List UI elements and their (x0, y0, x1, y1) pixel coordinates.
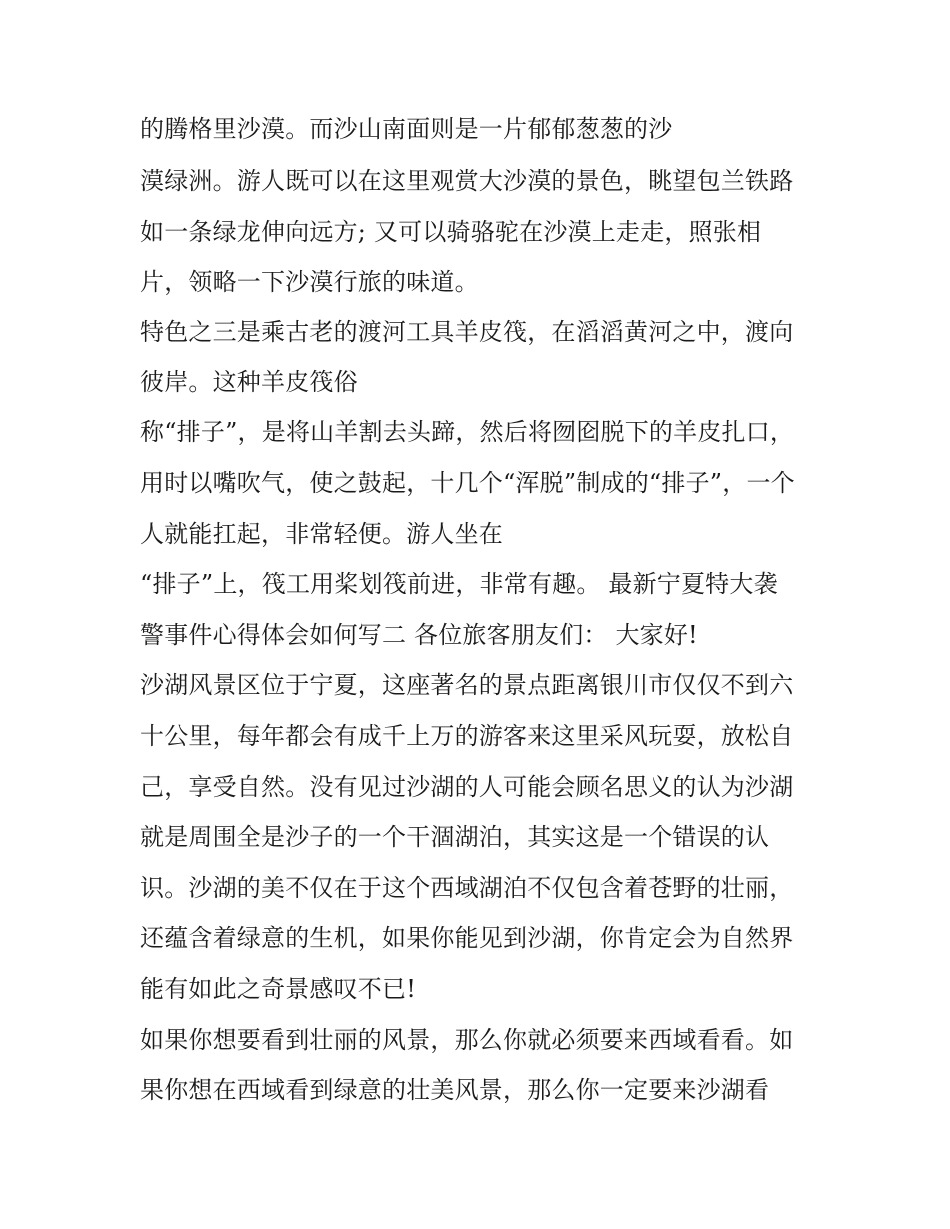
text-line: “排子”上，筏工用桨划筏前进，非常有趣。 最新宁夏特大袭 (140, 570, 778, 598)
text-line: 人就能扛起，非常轻便。游人坐在 (140, 520, 503, 548)
text-line: 彼岸。这种羊皮筏俗 (140, 368, 358, 396)
text-line: 特色之三是乘古老的渡河工具羊皮筏，在滔滔黄河之中，渡向 (140, 318, 794, 346)
text-line: 十公里，每年都会有成千上万的游客来这里采风玩耍，放松自 (140, 722, 794, 750)
text-line: 还蕴含着绿意的生机，如果你能见到沙湖，你肯定会为自然界 (140, 924, 794, 952)
text-line: 沙湖风景区位于宁夏，这座著名的景点距离银川市仅仅不到六 (140, 671, 794, 699)
text-line: 漠绿洲。游人既可以在这里观赏大沙漠的景色，眺望包兰铁路 (140, 167, 794, 195)
text-line: 警事件心得体会如何写二 各位旅客朋友们： 大家好! (140, 621, 698, 649)
text-line: 果你想在西域看到绿意的壮美风景，那么你一定要来沙湖看 (140, 1076, 770, 1104)
text-line: 如果你想要看到壮丽的风景，那么你就必须要来西域看看。如 (140, 1026, 794, 1054)
text-line: 能有如此之奇景感叹不已! (140, 975, 417, 1003)
text-line: 片，领略一下沙漠行旅的味道。 (140, 268, 479, 296)
text-line: 就是周围全是沙子的一个干涸湖泊，其实这是一个错误的认 (140, 823, 770, 851)
text-line: 己，享受自然。没有见过沙湖的人可能会顾名思义的认为沙湖 (140, 773, 794, 801)
text-line: 称“排子”，是将山羊割去头蹄，然后将囫囵脱下的羊皮扎口， (140, 418, 795, 446)
text-line: 的腾格里沙漠。而沙山南面则是一片郁郁葱葱的沙 (140, 115, 673, 143)
text-line: 用时以嘴吹气，使之鼓起，十几个“浑脱”制成的“排子”，一个 (140, 469, 795, 497)
text-line: 识。沙湖的美不仅在于这个西域湖泊不仅包含着苍野的壮丽， (140, 874, 794, 902)
text-line: 如一条绿龙伸向远方; 又可以骑骆驼在沙漠上走走，照张相 (140, 218, 762, 246)
